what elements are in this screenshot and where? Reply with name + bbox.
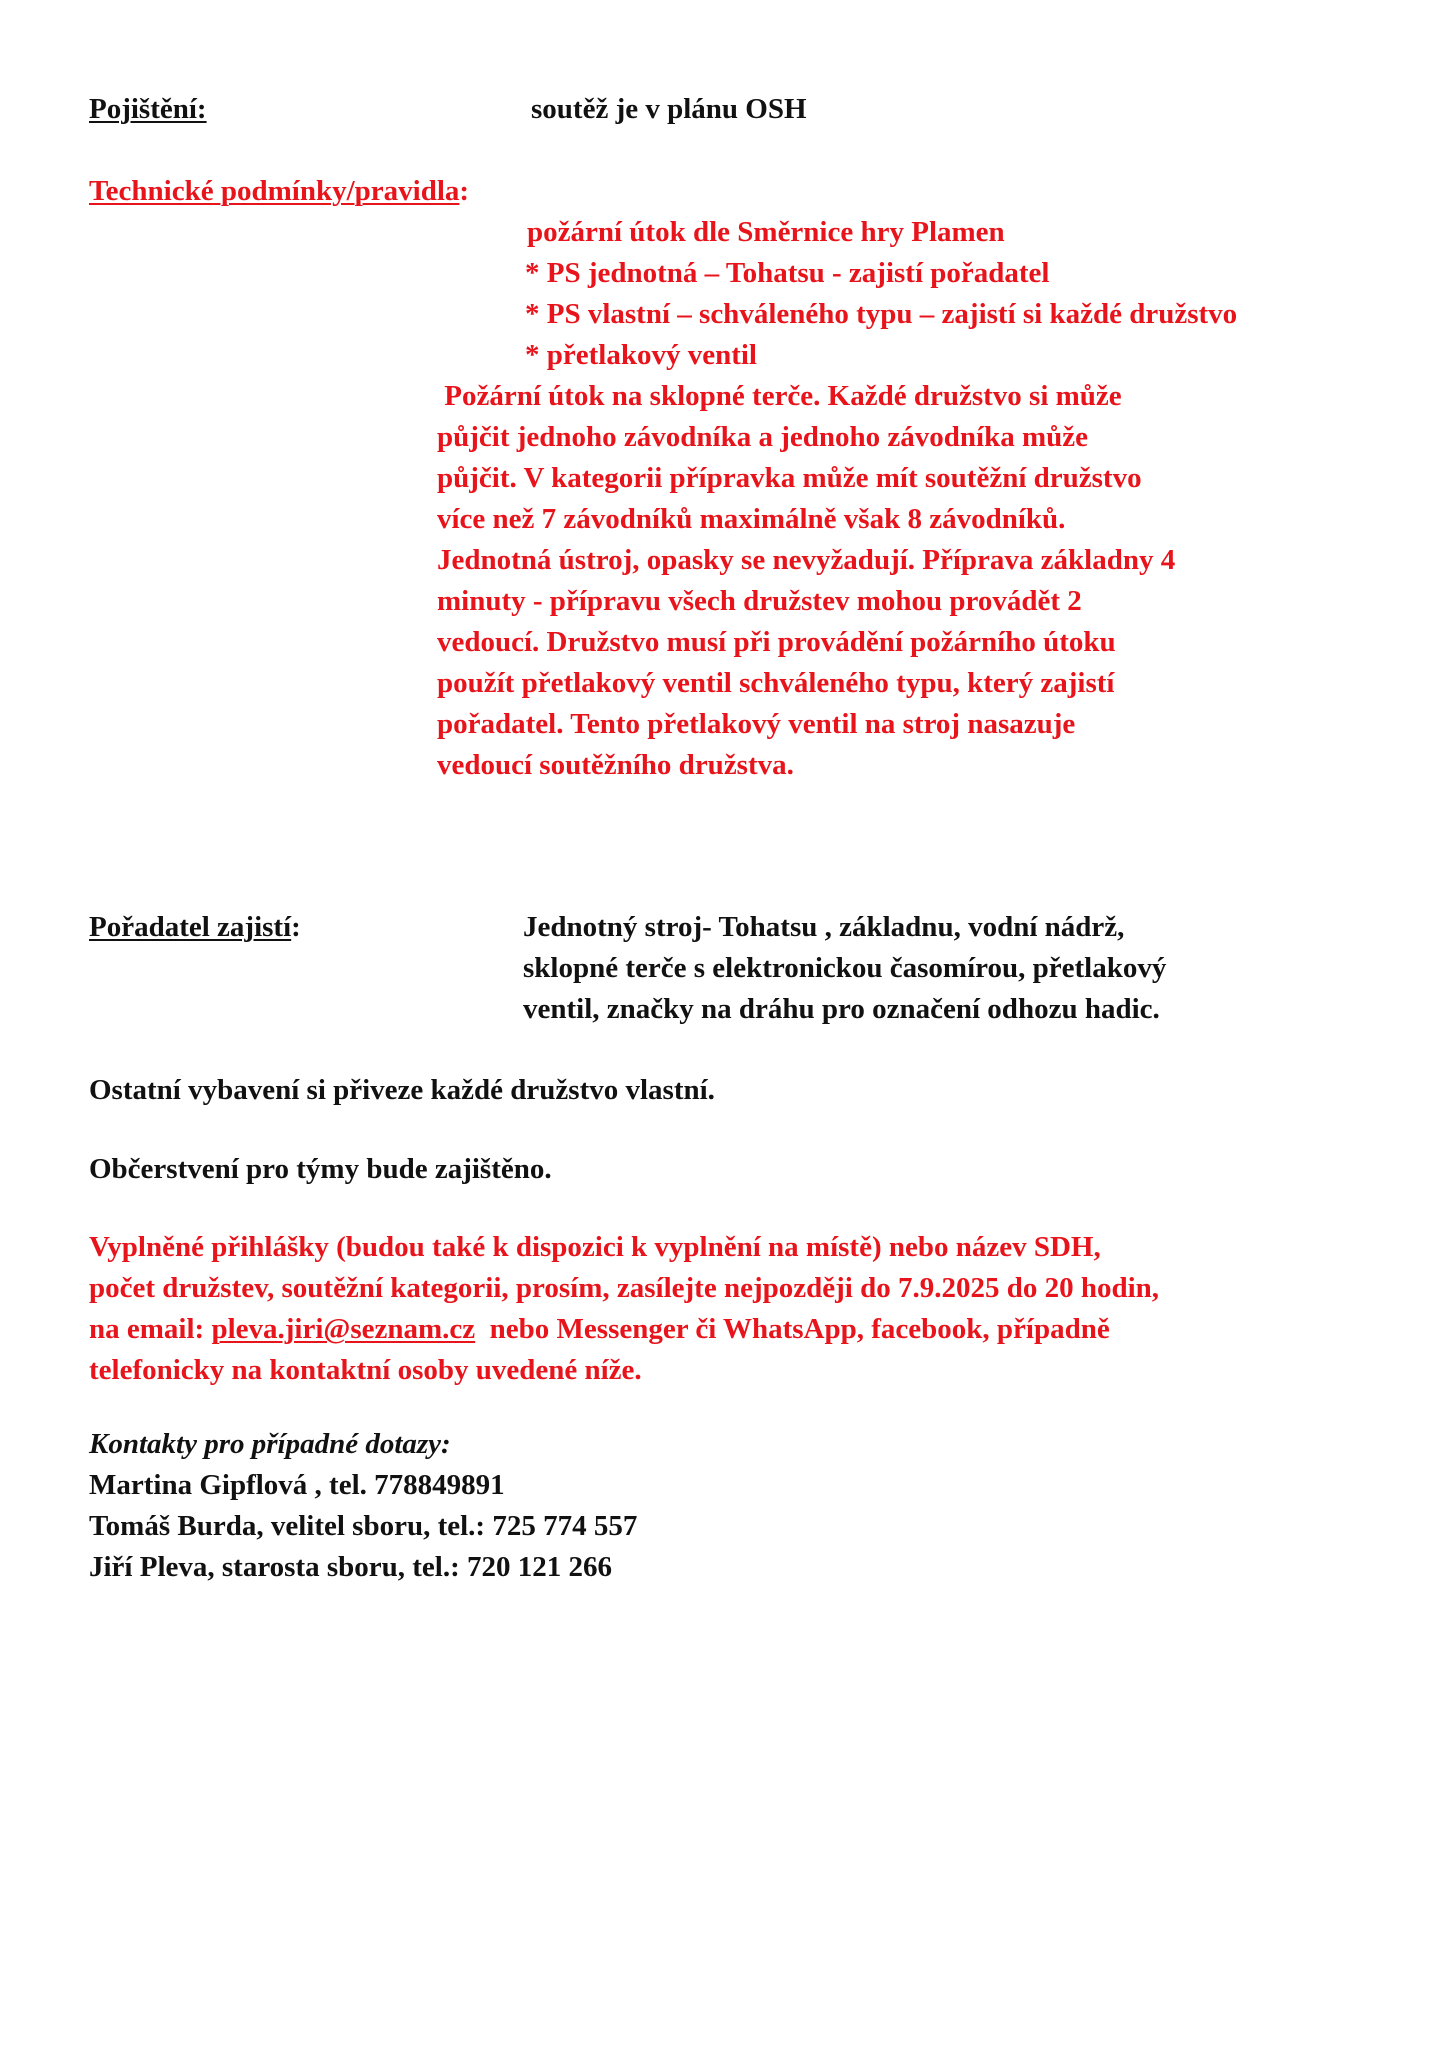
technical-bullet: * PS vlastní – schváleného typu – zajistí si každé družstvo [525,298,1238,330]
other-equipment-block [89,1070,1448,1111]
paragraph-line: půjčit jednoho závodníka a jednoho závodníka může [437,421,1088,453]
contact-person: Martina Gipflová , tel. 778849891 [89,1469,505,1501]
organizer-list [523,907,1166,1030]
technical-bullet: * přetlakový ventil [525,339,757,371]
contact-person: Tomáš Burda, velitel sboru, tel.: 725 774 557 [89,1510,638,1542]
contacts-heading: Kontakty pro případné dotazy: [89,1428,451,1460]
refreshments: Občerstvení pro týmy bude zajištěno. [89,1153,552,1185]
organizer-row [89,907,1448,1030]
contacts [89,1424,1448,1588]
registration-info [89,1227,1448,1391]
technical-bullet: * PS jednotná – Tohatsu - zajistí pořadatel [525,257,1050,289]
insurance-label: Pojištění: [89,93,207,125]
technical-colon: : [459,175,470,207]
technical-line: požární útok dle Směrnice hry Plamen [527,216,1005,248]
organizer-line: Jednotný stroj- Tohatsu , základnu, vodní nádrž, [523,911,1125,943]
contact-person: Jiří Pleva, starosta sboru, tel.: 720 121 266 [89,1551,613,1583]
technical-paragraph [437,376,1448,786]
email-link[interactable]: pleva.jiri@seznam.cz [211,1313,476,1345]
technical-list [525,212,1448,376]
organizer-heading [89,907,523,1030]
refreshments-block [89,1149,1448,1190]
registration-line: Vyplněné přihlášky (budou také k dispozici k vyplnění na místě) nebo název SDH, [89,1231,1101,1263]
paragraph-line: Požární útok na sklopné terče. Každé družstvo si může [437,380,1122,412]
paragraph-line: pořadatel. Tento přetlakový ventil na stroj nasazuje [437,708,1076,740]
paragraph-line: půjčit. V kategorii přípravka může mít soutěžní družstvo [437,462,1142,494]
organizer-line: ventil, značky na dráhu pro označení odhozu hadic. [523,993,1160,1025]
organizer-colon: : [291,911,301,943]
registration-line: počet družstev, soutěžní kategorii, prosím, zasílejte nejpozději do 7.9.2025 do 20 hodin, [89,1272,1160,1304]
paragraph-line: použít přetlakový ventil schváleného typu, který zajistí [437,667,1115,699]
organizer-line: sklopné terče s elektronickou časomírou, přetlakový [523,952,1167,984]
insurance-value: soutěž je v plánu OSH [531,93,807,125]
email-suffix: nebo Messenger či WhatsApp, facebook, případně [475,1313,1110,1345]
insurance-row [89,89,1448,130]
email-prefix: na email: [89,1313,212,1345]
other-equipment: Ostatní vybavení si přiveze každé družstvo vlastní. [89,1074,715,1106]
paragraph-line: vedoucí soutěžního družstva. [437,749,794,781]
paragraph-line: Jednotná ústroj, opasky se nevyžadují. Příprava základny 4 [437,544,1176,576]
registration-line [89,1309,1448,1350]
registration-line: telefonicky na kontaktní osoby uvedené níže. [89,1354,642,1386]
organizer-label: Pořadatel zajistí [89,911,292,943]
paragraph-line: vedoucí. Družstvo musí při provádění požárního útoku [437,626,1116,658]
technical-label: Technické podmínky/pravidla [89,175,460,207]
paragraph-line: více než 7 závodníků maximálně však 8 závodníků. [437,503,1066,535]
paragraph-line: minuty - přípravu všech družstev mohou provádět 2 [437,585,1082,617]
technical-heading [89,171,1448,212]
